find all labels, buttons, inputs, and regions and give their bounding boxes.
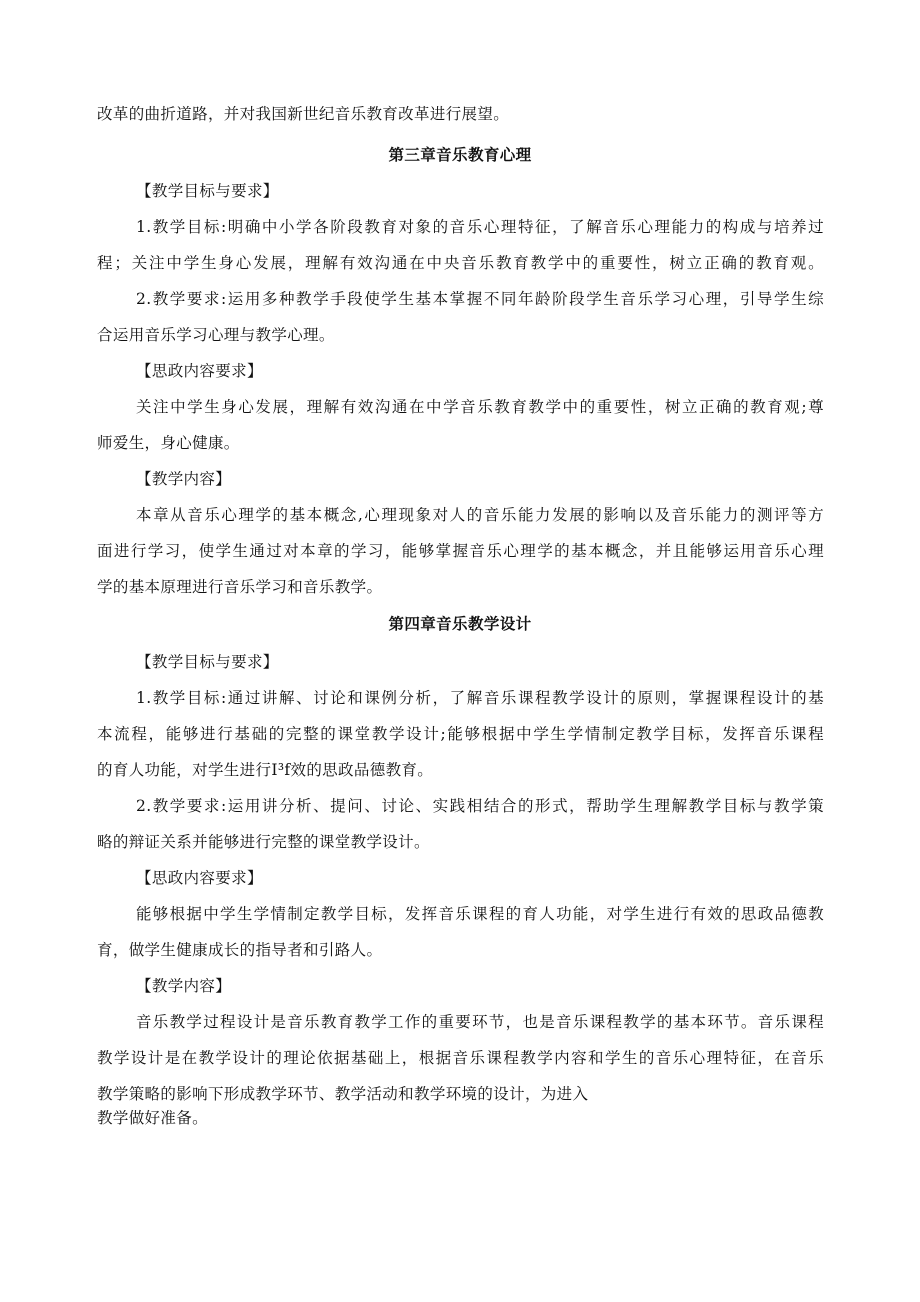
chapter4-goal1-line2: 本流程，能够进行基础的完整的课堂教学设计;能够根据中学生学情制定教学目标，发挥音乐课程 (97, 725, 824, 743)
chapter4-ideology-line1: 能够根据中学生学情制定教学目标，发挥音乐课程的育人功能，对学生进行有效的思政品德教 (136, 905, 824, 923)
chapter3-content-line3: 学的基本原理进行音乐学习和音乐教学。 (97, 578, 383, 596)
chapter4-ideology-heading: 【思政内容要求】 (136, 869, 263, 887)
chapter3-ideology-line1: 关注中学生身心发展，理解有效沟通在中学音乐教育教学中的重要性，树立正确的教育观;尊 (136, 398, 824, 416)
chapter2-tail-text: 改革的曲折道路，并对我国新世纪音乐教育改革进行展望。 (97, 105, 510, 123)
chapter3-ideology-line2: 师爱生，身心健康。 (97, 434, 240, 452)
chapter4-title: 第四章音乐教学设计 (388, 615, 532, 633)
chapter4-goals-heading: 【教学目标与要求】 (136, 653, 279, 671)
chapter3-goal2-line2: 合运用音乐学习心理与教学心理。 (97, 326, 335, 344)
chapter3-goal1-line1: 1.教学目标:明确中小学各阶段教育对象的音乐心理特征，了解音乐心理能力的构成与培养过 (136, 218, 824, 236)
chapter4-ideology-line2: 育，做学生健康成长的指导者和引路人。 (97, 941, 383, 959)
chapter4-content-line4: 教学做好准备。 (97, 1109, 208, 1127)
chapter4-goal1-line1: 1.教学目标:通过讲解、讨论和课例分析，了解音乐课程教学设计的原则，掌握课程设计的基 (136, 689, 824, 707)
chapter3-content-line2: 面进行学习，使学生通过对本章的学习，能够掌握音乐心理学的基本概念，并且能够运用音乐心理 (97, 542, 824, 560)
chapter3-ideology-heading: 【思政内容要求】 (136, 362, 263, 380)
chapter4-goal1-line3: 的育人功能，对学生进行I³f效的思政品德教育。 (97, 761, 434, 779)
chapter3-goals-heading: 【教学目标与要求】 (136, 182, 279, 200)
chapter3-content-line1: 本章从音乐心理学的基本概念,心理现象对人的音乐能力发展的影响以及音乐能力的测评等方 (136, 506, 824, 524)
chapter4-content-line2: 教学设计是在教学设计的理论依据基础上，根据音乐课程教学内容和学生的音乐心理特征，在音乐 (97, 1049, 824, 1067)
chapter4-goal2-line2: 略的辩证关系并能够进行完整的课堂教学设计。 (97, 833, 430, 851)
chapter4-goal2-line1: 2.教学要求:运用讲分析、提问、讨论、实践相结合的形式，帮助学生理解教学目标与教学策 (136, 797, 824, 815)
chapter3-goal1-line2: 程；关注中学生身心发展，理解有效沟通在中央音乐教育教学中的重要性，树立正确的教育观。 (97, 254, 824, 272)
chapter3-title: 第三章音乐教育心理 (388, 146, 532, 164)
chapter4-content-line3: 教学策略的影响下形成教学环节、教学活动和教学环境的设计，为进入 (97, 1085, 589, 1103)
chapter3-content-heading: 【教学内容】 (136, 470, 232, 488)
chapter4-content-line1: 音乐教学过程设计是音乐教育教学工作的重要环节，也是音乐课程教学的基本环节。音乐课程 (136, 1013, 824, 1031)
chapter4-content-heading: 【教学内容】 (136, 977, 232, 995)
chapter3-goal2-line1: 2.教学要求:运用多种教学手段使学生基本掌握不同年龄阶段学生音乐学习心理，引导学生综 (136, 290, 824, 308)
